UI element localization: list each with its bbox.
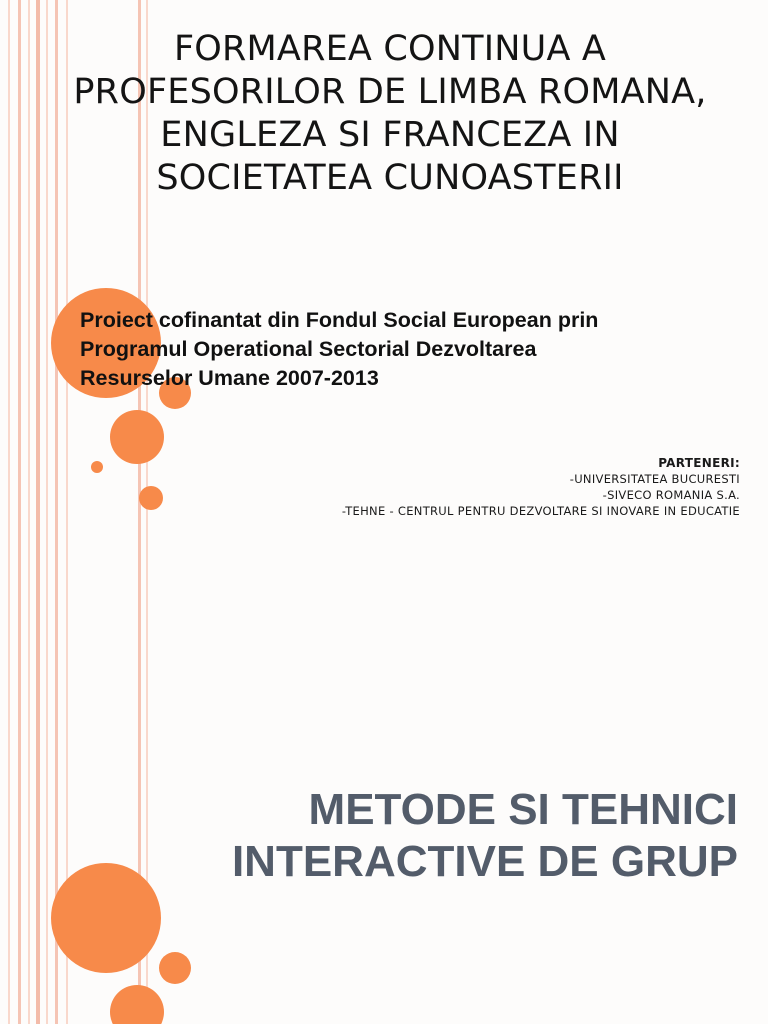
slide-title-line: SOCIETATEA CUNOASTERII: [156, 158, 624, 198]
partner-item: -SIVECO ROMANIA S.A.: [602, 488, 740, 502]
slide-title-line: FORMAREA CONTINUA A: [173, 29, 607, 69]
slide-subtitle-line: METODE SI TEHNICI: [308, 785, 738, 834]
project-description-line: Programul Operational Sectorial Dezvoltarea: [80, 337, 537, 361]
decorative-stripe: [18, 0, 21, 1024]
partner-item: -UNIVERSITATEA BUCURESTI: [569, 472, 740, 486]
slide-title: [40, 28, 740, 200]
decorative-circle-tiny: [91, 461, 103, 473]
slide-subtitle-line: INTERACTIVE DE GRUP: [231, 837, 738, 886]
decorative-circle-small: [159, 952, 191, 984]
decorative-stripe: [28, 0, 30, 1024]
partners-heading: PARTENERI:: [658, 456, 740, 470]
slide-title-line: PROFESORILOR DE LIMBA ROMANA,: [73, 72, 707, 112]
partners-block: [140, 455, 740, 519]
project-description-line: Proiect cofinantat din Fondul Social European prin: [80, 308, 599, 332]
partner-item: -TEHNE - CENTRUL PENTRU DEZVOLTARE SI INOVARE IN EDUCATIE: [341, 504, 740, 518]
slide-title-line: ENGLEZA SI FRANCEZA IN: [160, 115, 620, 155]
project-description: [80, 306, 740, 393]
decorative-stripe: [8, 0, 10, 1024]
decorative-circle-medium: [110, 985, 164, 1024]
project-description-line: Resurselor Umane 2007-2013: [80, 366, 379, 390]
slide-subtitle: [98, 784, 738, 888]
